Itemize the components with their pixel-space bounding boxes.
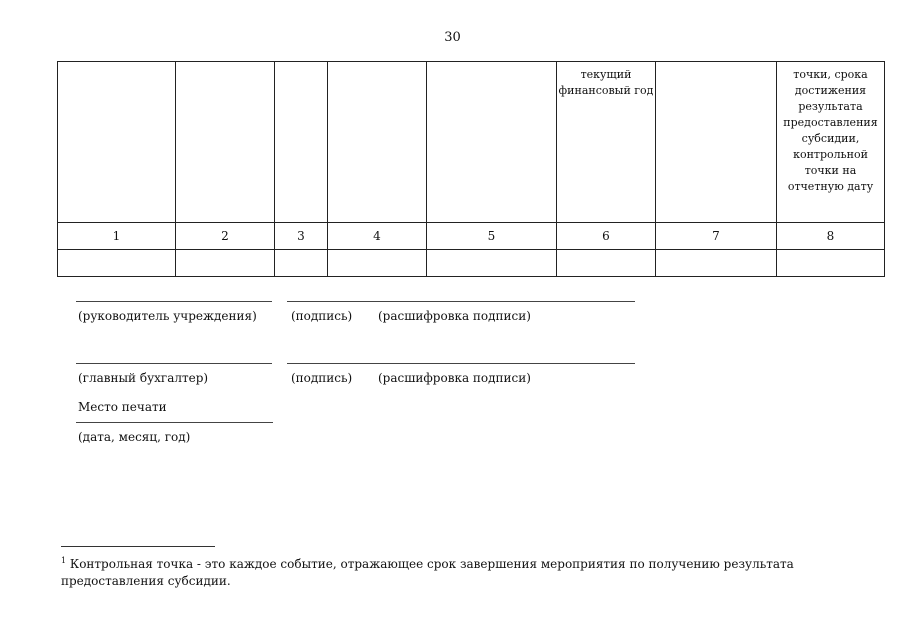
header-cell-7	[656, 62, 777, 223]
table-cell	[58, 250, 176, 277]
header-cell-3	[275, 62, 328, 223]
header-cell-4	[328, 62, 427, 223]
column-number-5: 5	[427, 223, 557, 250]
table-row	[58, 250, 885, 277]
column-number-3: 3	[275, 223, 328, 250]
footnote	[61, 552, 851, 590]
report-table	[57, 61, 885, 277]
header-cell-5	[427, 62, 557, 223]
head-decode-line	[287, 301, 635, 302]
header-cell-1	[58, 62, 176, 223]
head-label: (руководитель учреждения)	[78, 309, 257, 323]
header-cell-8: точки, срока достижения результата предоставления субсидии, контрольной точки на отчетную дату	[777, 62, 885, 223]
table-cell	[427, 250, 557, 277]
column-number-1: 1	[58, 223, 176, 250]
header-cell-6: текущий финансовый год	[557, 62, 656, 223]
table-cell	[275, 250, 328, 277]
accountant-sign-label: (подпись)	[291, 371, 353, 385]
header-cell-2	[176, 62, 275, 223]
column-number-6: 6	[557, 223, 656, 250]
head-decode-label: (расшифровка подписи)	[378, 309, 531, 323]
footnote-marker: 1	[61, 556, 67, 565]
page-number: 30	[444, 30, 461, 45]
footnote-text: Контрольная точка - это каждое событие, отражающее срок завершения мероприятия по получению результата предоставления субсидии.	[61, 557, 794, 588]
column-number-row	[58, 223, 885, 250]
table-cell	[176, 250, 275, 277]
column-number-2: 2	[176, 223, 275, 250]
date-line	[76, 422, 273, 423]
column-number-7: 7	[656, 223, 777, 250]
accountant-decode-line	[287, 363, 635, 364]
accountant-signature-line	[76, 363, 272, 364]
footnote-separator	[61, 546, 215, 547]
table-cell	[328, 250, 427, 277]
table-cell	[656, 250, 777, 277]
column-number-4: 4	[328, 223, 427, 250]
date-label: (дата, месяц, год)	[78, 430, 191, 444]
stamp-label: Место печати	[78, 400, 167, 414]
column-number-8: 8	[777, 223, 885, 250]
table-cell	[557, 250, 656, 277]
accountant-label: (главный бухгалтер)	[78, 371, 209, 385]
accountant-decode-label: (расшифровка подписи)	[378, 371, 531, 385]
table-cell	[777, 250, 885, 277]
head-signature-line	[76, 301, 272, 302]
head-sign-label: (подпись)	[291, 309, 353, 323]
table-header-row	[58, 62, 885, 223]
